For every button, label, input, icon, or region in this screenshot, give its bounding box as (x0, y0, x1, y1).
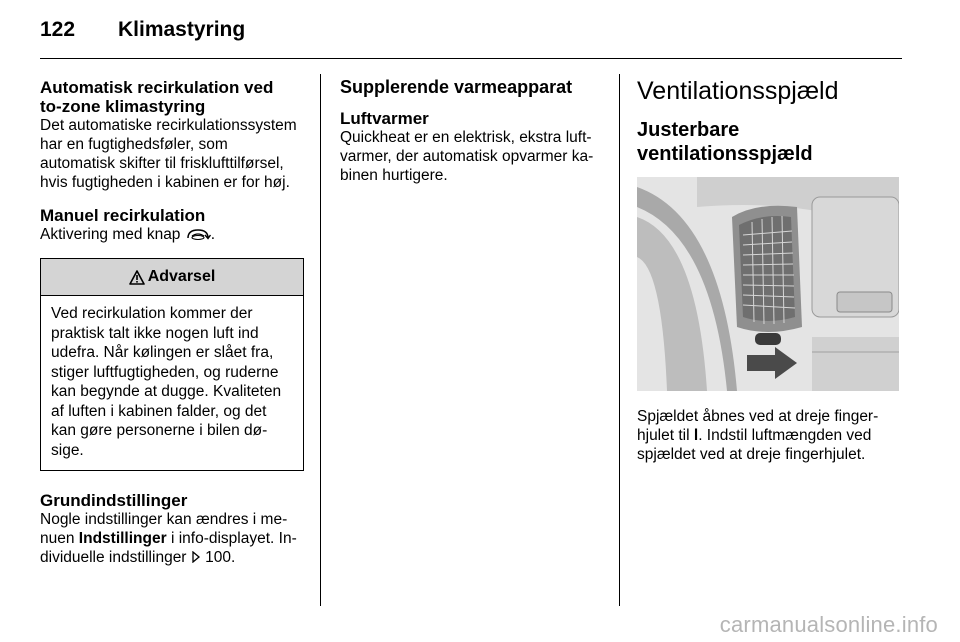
section-heading-auto-recirculation (40, 78, 304, 116)
basic-settings-text-1: Nogle indstillinger kan ændres i menuen (40, 511, 288, 547)
column-divider-2 (619, 74, 620, 606)
vent-illustration (637, 177, 899, 391)
basic-settings-body (40, 510, 304, 567)
vent-illustration-graphic (637, 177, 899, 391)
warning-body: Ved recirkulation kommer der praktisk talt ikke nogen luft ind udefra. Når kølingen er slået fra, stiger luftfugtigheden, og ruderne kan begynde at dugge. Kvaliteten af luften i kabinen falder, og det kan gøre personerne i bilen døsige. (51, 305, 282, 459)
column-1 (40, 78, 304, 567)
warning-header (41, 259, 303, 296)
section-heading-supplementary-heater: Supplerende varmeapparat (340, 77, 573, 97)
section-heading-vents: Ventilationsspjæld (637, 77, 839, 105)
section-subheading-adjustable-vents: Justerbare ventilationsspjæld (637, 119, 813, 165)
auto-recirculation-body: Det automatiske recirkulationssystem har en fugtighedsføler, som automatisk skifter til frisklufttilførsel, hvis fugtigheden i kabinen er for høj. (40, 117, 297, 191)
page-reference-number[interactable]: 100. (200, 549, 236, 566)
column-3 (637, 76, 903, 464)
warning-box (40, 258, 304, 471)
warning-triangle-icon (129, 270, 145, 285)
manual-recirculation-text: Aktivering med knap (40, 226, 181, 243)
heading-line-2: to-zone klimastyring (40, 97, 206, 116)
open-position-symbol: l (693, 427, 699, 444)
recirculation-icon (185, 227, 211, 241)
manual-recirculation-end: . (210, 226, 216, 243)
manual-recirculation-body (40, 225, 304, 244)
vent-caption (637, 407, 903, 464)
vent-caption-text-1: Spjældet åbnes ved at dreje fingerhjulet til (637, 408, 879, 444)
watermark: carmanualsonline.info (719, 612, 938, 637)
page-reference-arrow-icon (191, 551, 201, 563)
section-subheading-air-heater: Luftvarmer (340, 109, 429, 128)
section-heading-basic-settings: Grundindstillinger (40, 491, 188, 510)
basic-settings-text-2: i info-displayet. Individuelle indstillinger (40, 530, 297, 566)
section-heading-manual-recirculation: Manuel recirkulation (40, 206, 206, 225)
heading-line-1: Automatisk recirkulation ved (40, 78, 274, 97)
settings-menu-name: Indstillinger (78, 530, 167, 547)
chapter-title: Klimastyring (118, 18, 246, 41)
column-divider-1 (320, 74, 321, 606)
column-2 (340, 78, 602, 185)
header-rule (40, 58, 902, 59)
warning-title: Advarsel (147, 268, 216, 285)
air-heater-body: Quickheat er en elektrisk, ekstra luftvarmer, der automatisk opvarmer kabinen hurtigere. (340, 129, 594, 184)
page-number: 122 (40, 18, 76, 41)
vent-caption-text-2: . Indstil luftmængden ved spjældet ved at dreje fingerhjulet. (637, 427, 872, 463)
